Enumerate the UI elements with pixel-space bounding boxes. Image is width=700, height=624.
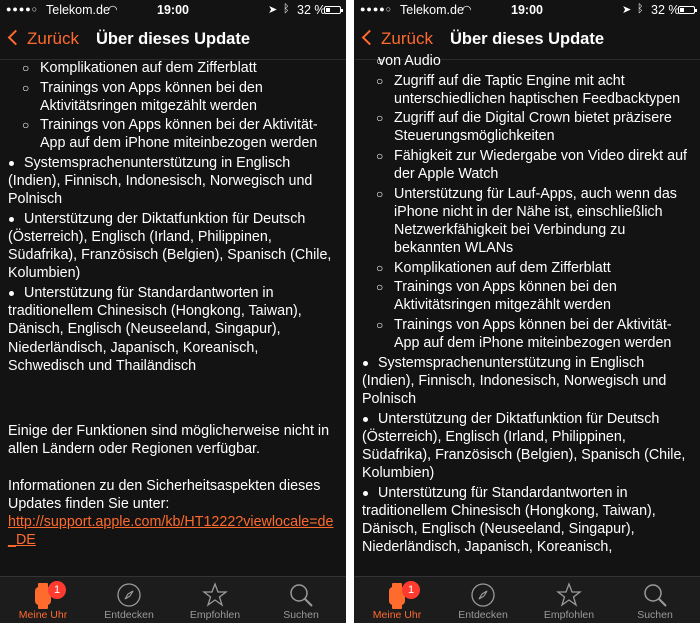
clock: 19:00 <box>157 3 189 17</box>
navigation-bar <box>0 20 346 60</box>
page-title: Über dieses Update <box>449 30 605 48</box>
phone-right <box>354 0 700 623</box>
bluetooth-icon: ᛒ <box>637 3 644 15</box>
tab-empfohlen[interactable] <box>526 577 612 624</box>
tab-label: Empfohlen <box>189 609 241 621</box>
update-notes-scroll[interactable] <box>0 62 346 576</box>
tab-label: Entdecken <box>104 609 154 621</box>
carrier-label: Telekom.de <box>46 3 110 17</box>
support-link[interactable]: http://support.apple.com/kb/HT1222?viewlocale=de_DE <box>8 514 334 549</box>
notification-badge: 1 <box>48 581 66 599</box>
tab-label: Suchen <box>283 609 319 621</box>
list-item: ○ Trainings von Apps können bei der Aktivität-App auf dem iPhone miteinbezogen werden <box>8 116 336 152</box>
list-item: Unterstützung der Diktatfunktion für Deutsch (Österreich), Englisch (Irland, Philippinen, Südafrika), Französisch (Belgien), Spanisch (Chile, Kolumbien) <box>8 210 336 283</box>
battery-percent: 32 % <box>297 3 326 17</box>
page-title: Über dieses Update <box>95 30 251 48</box>
list-item: ○ Trainings von Apps können bei den Aktivitätsringen mitgezählt werden <box>362 278 690 314</box>
tab-empfohlen[interactable] <box>172 577 258 624</box>
list-item: ○ Zugriff auf die Digital Crown bietet präzisere Steuerungsmöglichkeiten <box>362 109 690 145</box>
status-bar <box>0 0 346 20</box>
signal-indicator: ●●●●○ <box>6 4 39 14</box>
tab-bar <box>354 576 700 623</box>
wifi-icon: ◠ <box>462 4 472 16</box>
search-icon <box>642 582 668 608</box>
tab-meine-uhr[interactable] <box>354 577 440 624</box>
tab-label: Meine Uhr <box>18 609 68 621</box>
compass-icon <box>116 582 142 608</box>
back-label: Zurück <box>27 29 79 48</box>
list-item: ○ Unterstützung für Lauf-Apps, auch wenn das iPhone nicht in der Nähe ist, einschließlich Netzwerkfähigkeit bei Verbindung zu bekannten WLANs <box>362 185 690 258</box>
availability-note: Einige der Funktionen sind möglicherweise nicht in allen Ländern oder Regionen verfügbar. <box>8 423 330 458</box>
location-icon: ➤ <box>268 4 278 16</box>
tab-label: Suchen <box>637 609 673 621</box>
location-icon: ➤ <box>622 4 632 16</box>
phone-left <box>0 0 346 623</box>
signal-indicator: ●●●●○ <box>360 4 393 14</box>
tab-entdecken[interactable] <box>86 577 172 624</box>
tab-label: Meine Uhr <box>372 609 422 621</box>
divider <box>346 0 354 623</box>
battery-icon <box>324 6 341 14</box>
battery-percent: 32 % <box>651 3 680 17</box>
tab-label: Entdecken <box>458 609 508 621</box>
list-item: Systemsprachenunterstützung in Englisch (Indien), Finnisch, Indonesisch, Norwegisch und Polnisch <box>8 154 336 209</box>
clock: 19:00 <box>511 3 543 17</box>
tab-meine-uhr[interactable] <box>0 577 86 624</box>
tab-entdecken[interactable] <box>440 577 526 624</box>
list-item-continued: ○ von Audio <box>362 52 690 70</box>
list-item: ○ Fähigkeit zur Wiedergabe von Video direkt auf der Apple Watch <box>362 147 690 183</box>
list-item: Unterstützung für Standardantworten in traditionellem Chinesisch (Hongkong, Taiwan), Dänisch, Englisch (Neuseeland, Singapur), Niederländisch, Japanisch, Koreanisch, Schwedisch und Thailändisch <box>8 284 336 375</box>
search-icon <box>288 582 314 608</box>
notification-badge: 1 <box>402 581 420 599</box>
list-item: ○ Komplikationen auf dem Zifferblatt <box>362 259 690 277</box>
tab-suchen[interactable] <box>612 577 698 624</box>
update-notes-scroll[interactable] <box>354 53 700 576</box>
list-item: Unterstützung für Standardantworten in traditionellem Chinesisch (Hongkong, Taiwan), Dänisch, Englisch (Neuseeland, Singapur), Niederländisch, Japanisch, Koreanisch, <box>362 484 690 557</box>
list-item: ○ Trainings von Apps können bei der Aktivität-App auf dem iPhone miteinbezogen werden <box>362 316 690 352</box>
tab-suchen[interactable] <box>258 577 344 624</box>
bluetooth-icon: ᛒ <box>283 3 290 15</box>
battery-icon <box>678 6 695 14</box>
tab-bar <box>0 576 346 623</box>
back-label: Zurück <box>381 29 433 48</box>
list-item: Unterstützung der Diktatfunktion für Deutsch (Österreich), Englisch (Irland, Philippinen, Südafrika), Französisch (Belgien), Spanisch (Chile, Kolumbien) <box>362 410 690 483</box>
carrier-label: Telekom.de <box>400 3 464 17</box>
compass-icon <box>470 582 496 608</box>
list-item: ○ Komplikationen auf dem Zifferblatt <box>8 59 336 77</box>
wifi-icon: ◠ <box>108 4 118 16</box>
star-icon <box>556 582 582 608</box>
list-item: ○ Trainings von Apps können bei den Aktivitätsringen mitgezählt werden <box>8 79 336 115</box>
status-bar <box>354 0 700 20</box>
security-info-text: Informationen zu den Sicherheitsaspekten dieses Updates finden Sie unter: <box>8 477 321 512</box>
list-item: Systemsprachenunterstützung in Englisch (Indien), Finnisch, Indonesisch, Norwegisch und Polnisch <box>362 354 690 409</box>
list-item: ○ Zugriff auf die Taptic Engine mit acht unterschiedlichen haptischen Feedbacktypen <box>362 72 690 108</box>
tab-label: Empfohlen <box>543 609 595 621</box>
star-icon <box>202 582 228 608</box>
